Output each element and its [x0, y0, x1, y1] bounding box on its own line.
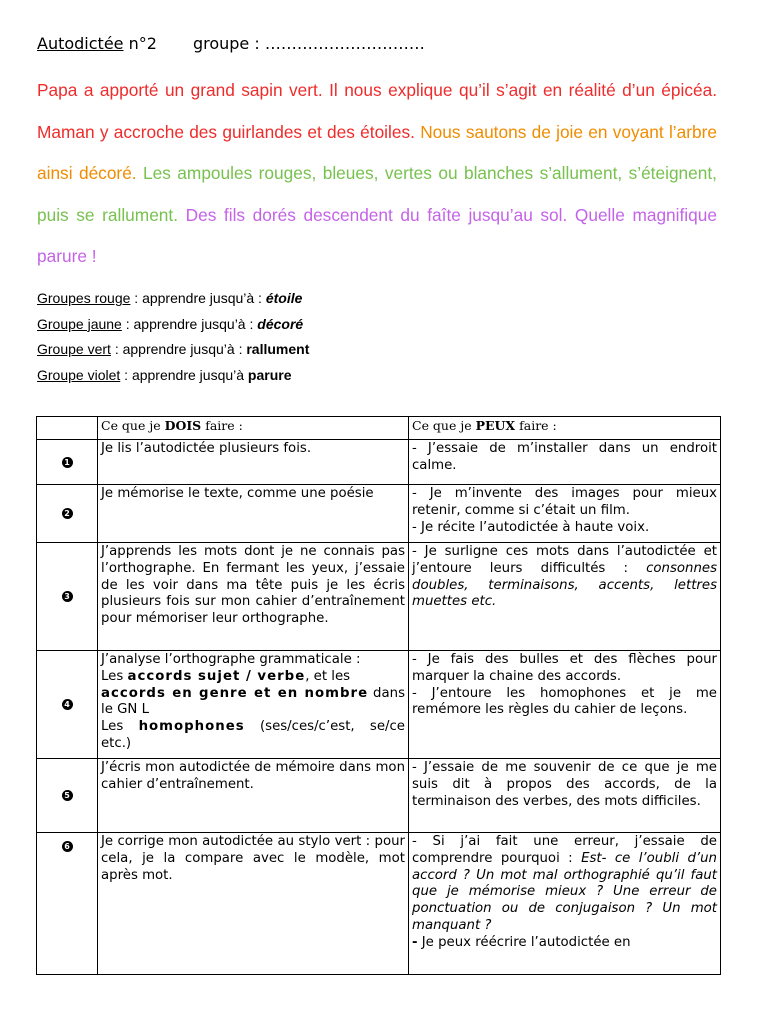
dois-cell: Je corrige mon autodictée au stylo vert : pour cela, je la compare avec le modèle, mot après mot. [98, 833, 409, 975]
peux-item: - Je récite l’autodictée à haute voix. [412, 519, 650, 535]
group-instruction: : apprendre jusqu’à [120, 366, 248, 383]
table-header-row [37, 417, 721, 440]
group-line-red [37, 286, 309, 312]
header-text: Ce que je [412, 418, 476, 433]
table-row [37, 440, 721, 485]
group-name: Groupe vert [37, 341, 111, 357]
column-header-peux [409, 417, 721, 440]
group-instruction: : apprendre jusqu’à : [121, 315, 258, 332]
dois-line [101, 686, 405, 720]
peux-dash: - [412, 934, 418, 950]
group-name: Groupe violet [37, 366, 121, 383]
group-instructions [37, 286, 309, 388]
peux-cell [409, 833, 721, 975]
column-header-dois [98, 417, 409, 440]
header-keyword: DOIS [164, 418, 202, 433]
table-row [37, 833, 721, 975]
peux-cell: - J’essaie de me souvenir de ce que je me suis dit à propos des accords, de la terminaison des verbes, des mots difficiles. [409, 759, 721, 833]
dictation-text [37, 70, 717, 278]
group-line-violet [37, 363, 309, 389]
step-number-cell [37, 543, 98, 651]
table-row [37, 485, 721, 543]
group-name: Groupes rouge [37, 290, 131, 306]
title-word: Autodictée [37, 34, 124, 53]
dois-text: (ses/ces/c’est, se/ce etc.) [101, 719, 405, 751]
table-row [37, 651, 721, 759]
header-text: Ce que je [101, 418, 165, 433]
method-table [36, 416, 721, 975]
step-number-badge: 6 [62, 841, 73, 852]
group-target-word: étoile [265, 290, 303, 306]
dois-text: dans le GN L [101, 685, 406, 718]
peux-cell [409, 543, 721, 651]
group-target-word: rallument [246, 341, 310, 357]
group-instruction: : apprendre jusqu’à : [110, 341, 247, 357]
step-number-badge: 5 [62, 790, 73, 801]
table-header-empty [37, 417, 98, 440]
dois-line: J’analyse l’orthographe grammaticale : [101, 652, 361, 667]
header-text: faire : [515, 418, 557, 433]
header-text: faire : [201, 418, 243, 433]
dois-text: , et les [305, 668, 351, 684]
title-number: n°2 [128, 34, 157, 53]
group-target-word: décoré [257, 315, 304, 332]
dois-cell: Je lis l’autodictée plusieurs fois. [98, 440, 409, 485]
dois-text: Les [101, 719, 139, 735]
group-instruction: : apprendre jusqu’à : [130, 290, 266, 306]
peux-item: - Je fais des bulles et des flèches pour marquer la chaine des accords. [412, 652, 717, 684]
peux-cell: - J’essaie de m’installer dans un endroit calme. [409, 440, 721, 485]
dois-line [101, 719, 405, 753]
peux-text: Je peux réécrire l’autodictée en [417, 934, 631, 950]
group-line-green [37, 337, 309, 363]
peux-text: - Je surligne ces mots dans l’autodictée et j’entoure leurs difficultés : [412, 544, 717, 576]
dois-keyword: accords sujet / verbe [127, 668, 306, 684]
step-number-cell [37, 833, 98, 975]
step-number-badge: 2 [62, 508, 73, 519]
step-number-cell [37, 440, 98, 485]
peux-difficulties: consonnes doubles, terminaisons, accents, lettres muettes etc. [412, 560, 717, 610]
peux-questions: Est- ce l’oubli d’un accord ? Un mot mal orthographié qu’il faut que je mémorise mieux ? Une erreur de ponctuation ou de conjugaison ? Un mot manquant ? [412, 850, 717, 933]
peux-cell [409, 651, 721, 759]
dictation-part-green: Les ampoules rouges, bleues, vertes ou blanches s’allument, s’éteignent, puis se rallument. [37, 163, 717, 225]
groupe-field: groupe : ………………………… [192, 34, 425, 53]
dois-cell: J’écris mon autodictée de mémoire dans mon cahier d’entraînement. [98, 759, 409, 833]
step-number-badge: 1 [62, 457, 73, 468]
group-line-yellow [37, 312, 309, 338]
dois-cell: J’apprends les mots dont je ne connais pas l’orthographe. En fermant les yeux, j’essaie de les voir dans ma tête puis je les écris plusieurs fois sur mon cahier d’entraînement pour mémoriser leur orthographe. [98, 543, 409, 651]
dois-text: Les [101, 668, 128, 684]
dois-keyword: accords en genre et en nombre [101, 685, 369, 701]
peux-cell [409, 485, 721, 543]
table-row [37, 543, 721, 651]
group-name: Groupe jaune [37, 315, 122, 332]
table-row [37, 759, 721, 833]
header-keyword: PEUX [475, 418, 516, 433]
step-number-badge: 4 [62, 699, 73, 710]
dictation-part-orange: Nous sautons de joie en voyant l’arbre ainsi décoré. [37, 121, 717, 183]
step-number-badge: 3 [62, 591, 73, 602]
group-target-word: parure [247, 366, 292, 383]
dois-line [101, 669, 405, 686]
peux-item: - Je m’invente des images pour mieux retenir, comme si c’était un film. [412, 486, 717, 518]
page-title [37, 34, 425, 53]
dictation-part-violet: Des fils dorés descendent du faîte jusqu’au sol. Quelle magnifique parure ! [37, 204, 717, 266]
dois-cell: Je mémorise le texte, comme une poésie [98, 485, 409, 543]
dois-cell [98, 651, 409, 759]
step-number-cell [37, 759, 98, 833]
dictation-part-red: Papa a apporté un grand sapin vert. Il nous explique qu’il s’agit en réalité d’un épicéa. Maman y accroche des guirlandes et des étoiles. [37, 80, 717, 142]
dois-keyword: homophones [138, 719, 245, 735]
peux-item: - J’entoure les homophones et je me remémore les règles du cahier de leçons. [412, 685, 717, 718]
step-number-cell [37, 651, 98, 759]
peux-text: - Si j’ai fait une erreur, j’essaie de comprendre pourquoi : [412, 834, 717, 866]
step-number-cell [37, 485, 98, 543]
